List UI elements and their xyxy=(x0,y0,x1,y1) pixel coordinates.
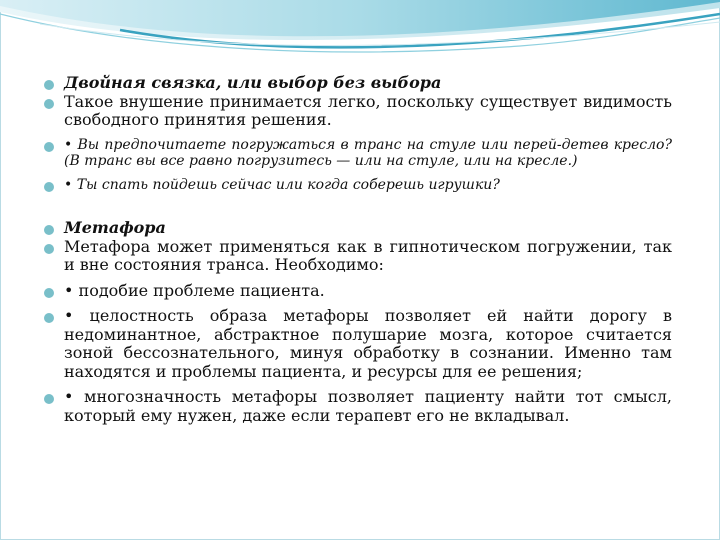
content-area xyxy=(44,74,672,425)
bullet-icon xyxy=(44,182,54,192)
item-text: Метафора может применяться как в гипнотическом погружении, так и вне состояния транса. Необходимо: xyxy=(64,236,672,274)
bullet-icon xyxy=(44,99,54,109)
item-text: • Вы предпочитаете погружаться в транс на стуле или перей-детев кресло? (В транс вы все равно погрузитесь — или на стуле, или на кресле.) xyxy=(64,136,672,169)
item-text: • Ты спать пойдешь сейчас или когда соберешь игрушки? xyxy=(64,176,500,193)
item-text: Такое внушение принимается легко, поскольку существует видимость свободного принятия решения. xyxy=(64,91,672,129)
list-item-heading-double-bind xyxy=(44,74,672,93)
bullet-icon xyxy=(44,225,54,235)
bullet-icon xyxy=(44,142,54,152)
item-text: Метафора xyxy=(64,218,166,237)
list-item xyxy=(44,238,672,275)
list-item xyxy=(44,388,672,425)
header-wave-decoration xyxy=(0,0,720,80)
item-text: • подобие проблеме пациента. xyxy=(64,280,325,300)
bullet-icon xyxy=(44,288,54,298)
item-text: • многозначность метафоры позволяет пациенту найти тот смысл, который ему нужен, даже если терапевт его не вкладывал. xyxy=(64,387,672,425)
list-item xyxy=(44,282,672,301)
bullet-icon xyxy=(44,394,54,404)
bullet-icon xyxy=(44,313,54,323)
item-text: Двойная связка, или выбор без выбора xyxy=(64,73,442,92)
list-item-example xyxy=(44,137,672,170)
item-text: • целостность образа метафоры позволяет ей найти дорогу в недоминантное, абстрактное полушарие мозга, которое считается зоной бессознательного, минуя обработку в сознании. Именно там находятся и проблемы пациента, и ресурсы для ее решения; xyxy=(64,306,672,381)
list-item xyxy=(44,93,672,130)
list-item-example xyxy=(44,177,672,194)
bullet-icon xyxy=(44,80,54,90)
bullet-icon xyxy=(44,244,54,254)
list-item xyxy=(44,307,672,381)
list-item-heading-metaphor xyxy=(44,219,672,238)
